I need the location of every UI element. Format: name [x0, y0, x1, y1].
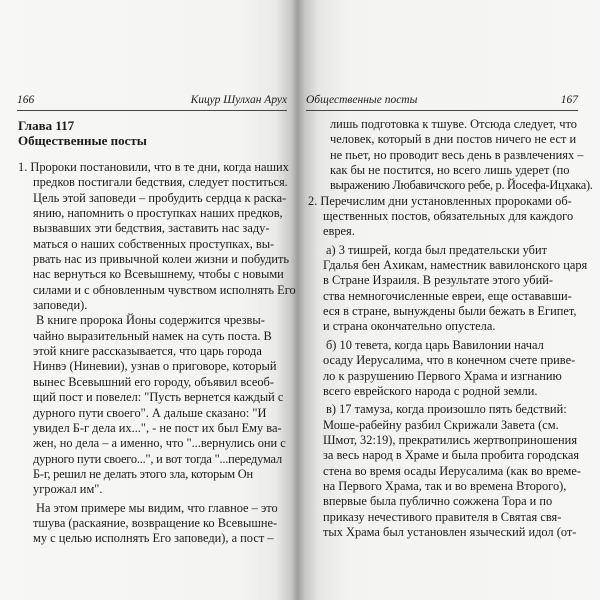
text-line: щественных постов, обязательных для каждого: [323, 209, 574, 224]
left-body-text: [18, 160, 296, 547]
text-line: Моше-рабейну разбил Скрижали Завета (см.: [323, 417, 559, 432]
left-page: [0, 0, 296, 600]
text-line: впервые была публично сожжена Тора и по: [323, 494, 553, 509]
running-title: Общественные посты: [306, 94, 418, 106]
text-line: лишь подготовка к тшуве. Отсюда следует, что: [330, 117, 577, 131]
running-title: Кицур Шулхан Арух: [190, 94, 287, 106]
text-line: в) 17 тамуза, когда произошло пять бедствий:: [326, 402, 567, 417]
text-line: не пьет, но проводит весь день в развлечениях –: [330, 147, 584, 162]
text-line: предков постигали бедствия, следует поститься.: [33, 175, 288, 190]
text-line: человек, который в дни постов ничего не ест и: [330, 132, 577, 147]
text-line: угрожал им".: [33, 482, 103, 497]
text-line: вынес Всевышний его городу, объявил всеоб-: [33, 374, 274, 389]
text-line: стена во время осады Иерусалима (как во време-: [323, 463, 582, 478]
text-line: му с целью исполнять Его заповеди), а пост –: [33, 531, 274, 546]
text-line: заповеди).: [33, 298, 88, 313]
text-line: еврея.: [323, 224, 355, 239]
text-line: чайно выразительный намек на суть поста. В: [33, 328, 272, 343]
text-line: рвать нас из привычной колеи жизни и побудить: [33, 252, 290, 267]
text-line: нас вернуться ко Всевышнему, чтобы с новыми: [33, 267, 284, 282]
text-line: силами и с обновленным чувством исполнять Его: [33, 282, 296, 297]
text-line: Гдалья бен Ахикам, наместник вавилонского царя: [323, 258, 588, 273]
text-line: тшува (раскаяние, возвращение ко Всевышне-: [33, 515, 278, 530]
text-line: вызвавших эти бедствия, заставить нас заду-: [33, 221, 270, 236]
text-line: Цель этой заповеди – пробудить сердца к раска-: [33, 190, 287, 205]
text-line: щий пост и повелел: "Пусть вернется каждый с: [33, 390, 284, 405]
right-body-text: [308, 117, 593, 540]
text-line: приказу нечестивого правителя в Святая свя-: [323, 509, 562, 524]
text-line: за весь народ в Храме и была пробита городская: [323, 448, 580, 463]
text-line: еся в стране, вынуждены были бежать в Египет,: [323, 304, 577, 319]
text-line: дурного пути своего". А дальше сказано: "И: [33, 405, 267, 420]
text-line: ства немногочисленные евреи, еще остававши-: [323, 288, 572, 303]
text-line: маться о наших собственных проступках, вы-: [33, 236, 275, 251]
text-line: дурного пути своего...", и вот тогда "...передумал Б-г, решил не делать этого зла, которым Он: [33, 451, 282, 481]
text-line: 2. Перечислим дни установленных пророками об-: [308, 193, 572, 208]
chapter-number: Глава 117: [18, 118, 75, 133]
text-line: На этом примере мы видим, что главное – это: [36, 500, 278, 515]
chapter-title: Общественные посты: [18, 133, 147, 148]
text-line: в Стране Израиля. В результате этого убий-: [323, 273, 553, 288]
text-line: янию, напомнить о проступках наших предков,: [33, 206, 283, 221]
page-number: 166: [17, 94, 35, 106]
right-page: [300, 0, 600, 600]
text-line: Нинвэ (Ниневии), узнав о приговоре, который: [33, 359, 277, 374]
page-number: 167: [560, 94, 578, 106]
text-line: ло к разрушению Первого Храма и изгнанию: [323, 368, 562, 383]
text-line: как бы не постится, но всего лишь удерет (по: [330, 163, 570, 178]
text-line: тых Храма был установлен языческий идол (от-: [323, 524, 577, 539]
text-line: всего еврейского народа с родной земли.: [323, 383, 538, 398]
text-line: а) 3 тишрей, когда был предательски убит: [326, 242, 548, 257]
text-line: В книге пророка Йоны содержится чрезвы-: [36, 313, 265, 328]
text-line: и страна окончательно опустела.: [323, 319, 496, 334]
left-running-head: [17, 94, 287, 111]
text-line: выражению Любавичского ребе, р. Йосефа-Ицхака).: [330, 178, 593, 193]
text-line: Шмот, 32:19), прекратились жертвоприношения: [323, 432, 578, 447]
text-line: осаду Иерусалима, что в конечном счете приве-: [323, 353, 576, 368]
right-running-head: [306, 94, 578, 111]
text-line: 1. Пророки постановили, что в те дни, когда наших: [18, 160, 289, 174]
text-line: увидел Б-г дела их...", - не пост их был Ему ва-: [33, 420, 282, 435]
text-line: жен, но дела – а именно, что "...вернулись они с: [33, 436, 286, 451]
text-line: этой книге рассказывается, что царь города: [33, 344, 262, 359]
text-line: б) 10 тевета, когда царь Вавилонии начал: [326, 337, 544, 352]
chapter-heading: [18, 118, 147, 148]
text-line: на Первого Храма, так и во времена Второго),: [323, 478, 567, 493]
